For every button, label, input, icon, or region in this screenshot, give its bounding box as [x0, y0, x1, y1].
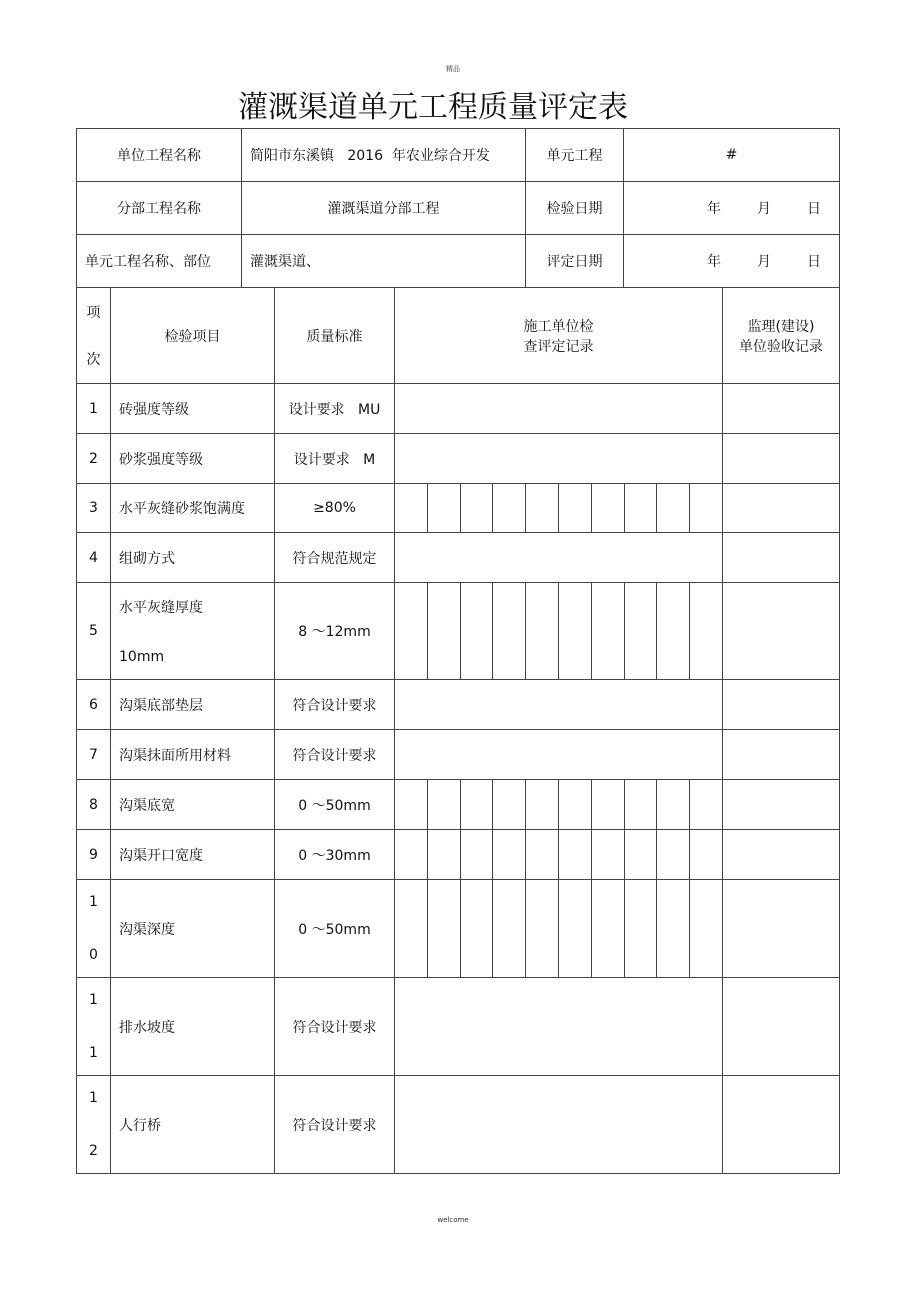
- table-row: [77, 780, 840, 830]
- col-standard-header: 质量标准: [275, 288, 395, 384]
- item-name: 沟渠深度: [111, 880, 275, 978]
- year-label: 年: [707, 201, 721, 217]
- item-number: 5: [77, 583, 111, 680]
- contractor-record-cell[interactable]: [395, 384, 723, 434]
- item-name: 沟渠底宽: [111, 780, 275, 830]
- day-label: 日: [807, 254, 821, 270]
- measurement-cell[interactable]: [427, 780, 460, 830]
- measurement-cell[interactable]: [690, 780, 723, 830]
- item-number: [77, 1076, 111, 1174]
- item-name: 水平灰缝砂浆饱满度: [111, 484, 275, 533]
- quality-standard: 符合设计要求: [275, 680, 395, 730]
- measurement-cell[interactable]: [395, 880, 428, 978]
- measurement-cell[interactable]: [690, 583, 723, 680]
- measurement-cell[interactable]: [427, 880, 460, 978]
- sub-project-label: 分部工程名称: [77, 182, 242, 235]
- measurement-cell[interactable]: [624, 484, 657, 533]
- measurement-cell[interactable]: [493, 780, 526, 830]
- measurement-cell[interactable]: [558, 484, 591, 533]
- measurement-cell[interactable]: [690, 484, 723, 533]
- measurement-cell[interactable]: [493, 880, 526, 978]
- measurement-cell[interactable]: [395, 830, 428, 880]
- table-row: [77, 880, 840, 978]
- measurement-cell[interactable]: [526, 484, 559, 533]
- measurement-cell[interactable]: [591, 830, 624, 880]
- measurement-cell[interactable]: [657, 830, 690, 880]
- supervisor-record-cell[interactable]: [723, 434, 840, 484]
- quality-standard: 符合设计要求: [275, 978, 395, 1076]
- day-label: 日: [807, 201, 821, 217]
- inspect-date-value: [624, 182, 840, 235]
- item-name: 沟渠抹面所用材料: [111, 730, 275, 780]
- item-name: [111, 583, 275, 680]
- supervisor-record-cell[interactable]: [723, 484, 840, 533]
- item-name: 沟渠底部垫层: [111, 680, 275, 730]
- supervisor-record-cell[interactable]: [723, 978, 840, 1076]
- item-number: 2: [77, 434, 111, 484]
- item-number: [77, 880, 111, 978]
- quality-standard: 8 ～12mm: [275, 583, 395, 680]
- supervisor-record-cell[interactable]: [723, 830, 840, 880]
- item-name: 沟渠开口宽度: [111, 830, 275, 880]
- info-row: [77, 182, 840, 235]
- table-row: [77, 384, 840, 434]
- info-row: [77, 129, 840, 182]
- item-name: 组砌方式: [111, 533, 275, 583]
- table-row: [77, 730, 840, 780]
- measurement-cell[interactable]: [624, 880, 657, 978]
- measurement-cell[interactable]: [460, 830, 493, 880]
- element-name-label: 单元工程名称、部位: [77, 235, 242, 288]
- col-item-header: 检验项目: [111, 288, 275, 384]
- supervisor-record-cell[interactable]: [723, 880, 840, 978]
- contractor-record-cell[interactable]: [395, 680, 723, 730]
- measurement-cell[interactable]: [526, 780, 559, 830]
- measurement-cell[interactable]: [624, 780, 657, 830]
- info-table: [76, 128, 840, 288]
- footer-text: welcome: [437, 1216, 469, 1224]
- item-name: 砂浆强度等级: [111, 434, 275, 484]
- element-project-label: 单元工程: [526, 129, 624, 182]
- measurement-cell[interactable]: [558, 780, 591, 830]
- sub-project-value: 灌溉渠道分部工程: [242, 182, 526, 235]
- measurement-cell[interactable]: [493, 484, 526, 533]
- measurement-cell[interactable]: [624, 583, 657, 680]
- item-number: 8: [77, 780, 111, 830]
- item-number-part: 1: [89, 894, 98, 910]
- measurement-cell[interactable]: [395, 780, 428, 830]
- measurement-cell[interactable]: [657, 484, 690, 533]
- measurement-cell[interactable]: [558, 583, 591, 680]
- contractor-record-cell[interactable]: [395, 730, 723, 780]
- item-name: 排水坡度: [111, 978, 275, 1076]
- measurement-cell[interactable]: [395, 583, 428, 680]
- table-row: [77, 484, 840, 533]
- item-number: 7: [77, 730, 111, 780]
- item-name: 砖强度等级: [111, 384, 275, 434]
- inspection-table: [76, 287, 840, 1174]
- table-row: [77, 1076, 840, 1174]
- item-number: 6: [77, 680, 111, 730]
- measurement-cell[interactable]: [460, 583, 493, 680]
- measurement-cell[interactable]: [526, 830, 559, 880]
- element-name-value: 灌溉渠道、: [242, 235, 526, 288]
- page-title: 灌溉渠道单元工程质量评定表: [238, 90, 628, 125]
- quality-standard: 0 ～50mm: [275, 880, 395, 978]
- table-row: [77, 978, 840, 1076]
- table-row: [77, 830, 840, 880]
- col-supervisor-header: 监理(建设) 单位验收记录: [723, 288, 840, 384]
- contractor-record-cell[interactable]: [395, 434, 723, 484]
- quality-standard: 符合设计要求: [275, 1076, 395, 1174]
- measurement-cell[interactable]: [591, 880, 624, 978]
- measurement-cell[interactable]: [460, 780, 493, 830]
- measurement-cell[interactable]: [591, 583, 624, 680]
- contractor-record-cell[interactable]: [395, 533, 723, 583]
- measurement-cell[interactable]: [591, 780, 624, 830]
- measurement-cell[interactable]: [624, 830, 657, 880]
- year-label: 年: [707, 254, 721, 270]
- table-row: [77, 680, 840, 730]
- item-number: 4: [77, 533, 111, 583]
- measurement-cell[interactable]: [591, 484, 624, 533]
- measurement-cell[interactable]: [690, 880, 723, 978]
- table-row: [77, 583, 840, 680]
- item-number: 3: [77, 484, 111, 533]
- item-number-part: 2: [89, 1143, 98, 1159]
- measurement-cell[interactable]: [558, 880, 591, 978]
- supervisor-record-cell[interactable]: [723, 730, 840, 780]
- quality-standard: 0 ～50mm: [275, 780, 395, 830]
- unit-project-value: 简阳市东溪镇 2016 年农业综合开发: [242, 129, 526, 182]
- contractor-record-cell[interactable]: [395, 1076, 723, 1174]
- measurement-cell[interactable]: [427, 484, 460, 533]
- quality-standard: 符合规范规定: [275, 533, 395, 583]
- item-name-part: 10mm: [119, 649, 165, 665]
- month-label: 月: [757, 201, 771, 217]
- measurement-cell[interactable]: [558, 830, 591, 880]
- col-no-header: 项 次: [77, 288, 111, 384]
- item-number-part: 0: [89, 947, 98, 963]
- month-label: 月: [757, 254, 771, 270]
- measurement-cell[interactable]: [460, 880, 493, 978]
- item-number-part: 1: [89, 992, 98, 1008]
- measurement-cell[interactable]: [526, 880, 559, 978]
- measurement-cell[interactable]: [493, 583, 526, 680]
- quality-standard: 0 ～30mm: [275, 830, 395, 880]
- supervisor-record-cell[interactable]: [723, 680, 840, 730]
- inspect-date-label: 检验日期: [526, 182, 624, 235]
- supervisor-record-cell[interactable]: [723, 533, 840, 583]
- supervisor-record-cell[interactable]: [723, 583, 840, 680]
- item-name-part: 水平灰缝厚度: [119, 600, 203, 616]
- measurement-cell[interactable]: [427, 830, 460, 880]
- item-number: 1: [77, 384, 111, 434]
- table-row: [77, 533, 840, 583]
- item-number-part: 1: [89, 1045, 98, 1061]
- info-row: [77, 235, 840, 288]
- quality-standard: ≥80%: [275, 484, 395, 533]
- measurement-cell[interactable]: [657, 583, 690, 680]
- measurement-cell[interactable]: [493, 830, 526, 880]
- item-name: 人行桥: [111, 1076, 275, 1174]
- quality-standard: 符合设计要求: [275, 730, 395, 780]
- assess-date-label: 评定日期: [526, 235, 624, 288]
- assess-date-value: [624, 235, 840, 288]
- item-number: [77, 978, 111, 1076]
- column-header-row: [77, 288, 840, 384]
- item-number: 9: [77, 830, 111, 880]
- measurement-cell[interactable]: [526, 583, 559, 680]
- supervisor-record-cell[interactable]: [723, 780, 840, 830]
- measurement-cell[interactable]: [427, 583, 460, 680]
- measurement-cell[interactable]: [657, 880, 690, 978]
- contractor-record-cell[interactable]: [395, 978, 723, 1076]
- quality-standard: 设计要求 MU: [275, 384, 395, 434]
- quality-standard: 设计要求 M: [275, 434, 395, 484]
- element-project-value: #: [624, 129, 840, 182]
- supervisor-record-cell[interactable]: [723, 1076, 840, 1174]
- item-number-part: 1: [89, 1090, 98, 1106]
- table-row: [77, 434, 840, 484]
- supervisor-record-cell[interactable]: [723, 384, 840, 434]
- header-mark: 精品: [446, 65, 460, 73]
- measurement-cell[interactable]: [395, 484, 428, 533]
- measurement-cell[interactable]: [690, 830, 723, 880]
- measurement-cell[interactable]: [460, 484, 493, 533]
- col-contractor-header: 施工单位检 查评定记录: [395, 288, 723, 384]
- unit-project-label: 单位工程名称: [77, 129, 242, 182]
- measurement-cell[interactable]: [657, 780, 690, 830]
